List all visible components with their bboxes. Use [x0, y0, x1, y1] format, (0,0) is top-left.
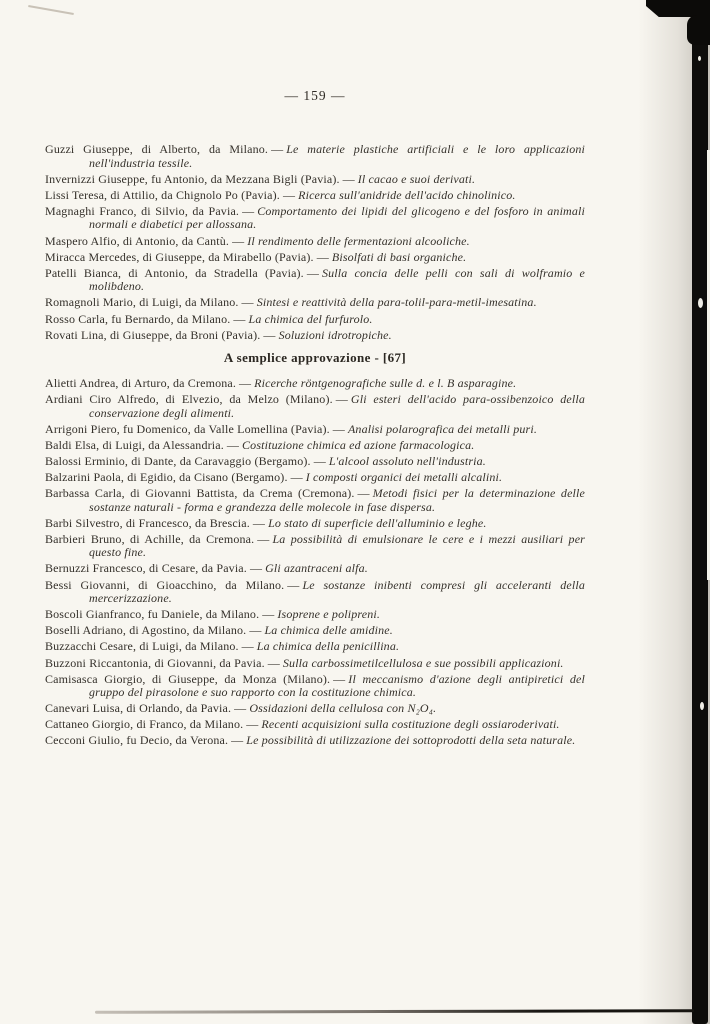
entry-dash: — — [342, 171, 355, 186]
entry-candidate-name: Miracca Mercedes, di Giuseppe, da Mirabello (Pavia). — [45, 249, 314, 264]
thesis-entry — [45, 562, 585, 576]
entry-thesis-title: Il rendimento delle fermentazioni alcooliche. — [247, 233, 470, 248]
entry-thesis-title: Il meccanismo d'azione degli antipiretici del gruppo del pirasolone e suo rapporto con la costituzione chimica. — [89, 671, 585, 700]
entry-thesis-title: Costituzione chimica ed azione farmacologica. — [242, 437, 475, 452]
entry-dash: — — [262, 607, 275, 622]
entry-dash: — — [233, 311, 246, 326]
entry-candidate-name: Lissi Teresa, di Attilio, da Chignolo Po (Pavia). — [45, 187, 280, 202]
entry-candidate-name: Arrigoni Piero, fu Domenico, da Valle Lomellina (Pavia). — [45, 421, 330, 436]
thesis-entry — [45, 267, 585, 294]
entry-dash: — — [271, 142, 284, 156]
entry-thesis-title: Comportamento dei lipidi del glicogeno e del fosforo in animali normali e diabetici per allossana. — [89, 203, 585, 232]
thesis-entry — [45, 718, 585, 732]
entry-candidate-name: Barbi Silvestro, di Francesco, da Brescia. — [45, 515, 250, 530]
entry-candidate-name: Maspero Alfio, di Antonio, da Cantù. — [45, 233, 230, 248]
thesis-entry — [45, 624, 585, 638]
scan-speck — [698, 298, 703, 308]
entry-thesis-title: Le materie plastiche artificiali e le loro applicazioni nell'industria tessile. — [89, 142, 585, 170]
entry-dash: — — [357, 485, 370, 500]
thesis-entry — [45, 173, 585, 187]
thesis-entry — [45, 734, 585, 748]
scan-edge-blob — [687, 15, 710, 45]
entry-list-simple-approval — [45, 377, 585, 748]
entry-candidate-name: Barbieri Bruno, di Achille, da Cremona. — [45, 531, 255, 546]
scan-scratch-mark — [28, 5, 74, 15]
thesis-entry — [45, 487, 585, 514]
page-number: — 159 — — [284, 88, 346, 103]
entry-thesis-title: Soluzioni idrotropiche. — [278, 327, 392, 342]
entry-thesis-title: Ricerca sull'anidride dell'acido chinolinico. — [298, 187, 516, 202]
thesis-entry — [45, 296, 585, 310]
entry-dash: — — [249, 561, 263, 576]
entry-thesis-title: La chimica della penicillina. — [256, 639, 400, 654]
thesis-entry — [45, 657, 585, 671]
entry-dash: — — [246, 717, 259, 732]
entry-thesis-title: Sulla concia delle pelli con sali di wolframio e molibdeno. — [89, 265, 585, 294]
entry-dash: — — [287, 577, 300, 592]
entry-candidate-name: Rovati Lina, di Giuseppe, da Broni (Pavia). — [45, 327, 261, 342]
thesis-entry — [45, 439, 585, 453]
entry-thesis-title: Le possibilità di utilizzazione dei sottoprodotti della seta naturale. — [246, 733, 576, 748]
entry-thesis-title: Bisolfati di basi organiche. — [331, 249, 467, 264]
entry-dash: — — [333, 671, 346, 686]
entry-candidate-name: Ardiani Ciro Alfredo, di Elvezio, da Melzo (Milano). — [45, 391, 333, 406]
scan-speck — [698, 56, 701, 61]
entry-dash: — — [316, 249, 329, 264]
thesis-entry — [45, 640, 585, 654]
entry-candidate-name: Camisasca Giorgio, di Giuseppe, da Monza (Milano). — [45, 671, 331, 686]
entry-candidate-name: Cattaneo Giorgio, di Franco, da Milano. — [45, 717, 244, 732]
thesis-entry — [45, 189, 585, 203]
entry-candidate-name: Rosso Carla, fu Bernardo, da Milano. — [45, 311, 231, 326]
thesis-entry — [45, 377, 585, 391]
entry-thesis-title: Il cacao e suoi derivati. — [357, 171, 476, 186]
entry-thesis-title: Gli esteri dell'acido para-ossibenzoico della conservazione degli alimenti. — [89, 391, 585, 420]
thesis-entry — [45, 579, 585, 606]
entry-dash: — — [332, 421, 345, 436]
entry-candidate-name: Balzarini Paola, di Egidio, da Cisano (Bergamo). — [45, 469, 288, 484]
entry-thesis-title: Isoprene e polipreni. — [277, 607, 380, 622]
thesis-entry — [45, 235, 585, 249]
entry-dash: — — [234, 701, 247, 716]
entry-candidate-name: Bernuzzi Francesco, di Cesare, da Pavia. — [45, 561, 247, 576]
entry-thesis-title: Sintesi e reattività della para-tolil-para-metil-imesatina. — [256, 295, 537, 310]
thesis-entry — [45, 455, 585, 469]
entry-thesis-title: Analisi polarografica dei metalli puri. — [347, 421, 538, 436]
entry-thesis-title: I composti organici dei metalli alcalini. — [305, 469, 503, 484]
entry-candidate-name: Buzzoni Riccantonia, di Giovanni, da Pavia. — [45, 655, 265, 670]
entry-dash: — — [232, 233, 245, 248]
entry-candidate-name: Boselli Adriano, di Agostino, da Milano. — [45, 623, 247, 638]
entry-dash: — — [306, 265, 319, 280]
text-block — [45, 143, 585, 751]
entry-thesis-title: Metodi fisici per la determinazione delle sostanze naturali - forma e grandezza delle molecole in fase dispersa. — [89, 485, 585, 514]
entry-candidate-name: Boscoli Gianfranco, fu Daniele, da Milano. — [45, 607, 260, 622]
entry-list-approved — [45, 143, 585, 342]
entry-thesis-title: Le sostanze inibenti compresi gli acceleranti della mercerizzazione. — [89, 577, 585, 606]
entry-thesis-title: La possibilità di emulsionare le cere e i mezzi ausiliari per questo fine. — [89, 531, 585, 560]
thesis-entry — [45, 471, 585, 485]
entry-thesis-title: Recenti acquisizioni sulla costituzione degli ossiaroderivati. — [261, 717, 560, 732]
entry-dash: — — [226, 437, 240, 452]
entry-candidate-name: Alietti Andrea, di Arturo, da Cremona. — [45, 375, 236, 390]
entry-dash: — — [252, 515, 266, 530]
thesis-entry — [45, 673, 585, 700]
entry-dash: — — [335, 391, 348, 406]
entry-dash: — — [313, 453, 326, 468]
thesis-entry — [45, 329, 585, 343]
entry-candidate-name: Balossi Erminio, di Dante, da Caravaggio (Bergamo). — [45, 453, 311, 468]
entry-thesis-title: La chimica del furfurolo. — [248, 311, 373, 326]
thesis-entry — [45, 702, 585, 716]
entry-candidate-name: Invernizzi Giuseppe, fu Antonio, da Mezzana Bigli (Pavia). — [45, 171, 340, 186]
entry-dash: — — [241, 295, 254, 310]
entry-thesis-title: Ricerche röntgenografiche sulle d. e l. B asparagine. — [254, 375, 517, 390]
entry-candidate-name: Cecconi Giulio, fu Decio, da Verona. — [45, 733, 229, 748]
entry-candidate-name: Bessi Giovanni, di Gioacchino, da Milano. — [45, 577, 285, 592]
entry-candidate-name: Patelli Bianca, di Antonio, da Stradella (Pavia). — [45, 265, 304, 280]
entry-thesis-title: L'alcool assoluto nell'industria. — [328, 453, 486, 468]
thesis-entry — [45, 205, 585, 232]
scan-speck — [700, 702, 704, 710]
entry-dash: — — [282, 187, 296, 202]
thesis-entry — [45, 143, 585, 170]
entry-candidate-name: Baldi Elsa, di Luigi, da Alessandria. — [45, 437, 224, 452]
thesis-entry — [45, 313, 585, 327]
entry-thesis-title: Lo stato di superficie dell'alluminio e leghe. — [268, 515, 487, 530]
thesis-entry — [45, 517, 585, 531]
thesis-entry — [45, 533, 585, 560]
entry-dash: — — [263, 327, 276, 342]
entry-dash: — — [249, 623, 262, 638]
entry-thesis-title: Ossidazioni della cellulosa con N₂O₄. — [249, 701, 437, 716]
entry-dash: — — [257, 531, 270, 546]
entry-dash: — — [242, 203, 255, 218]
thesis-entry — [45, 251, 585, 265]
entry-dash: — — [241, 639, 254, 654]
entry-candidate-name: Canevari Luisa, di Orlando, da Pavia. — [45, 701, 232, 716]
entry-candidate-name: Romagnoli Mario, di Luigi, da Milano. — [45, 295, 239, 310]
scan-edge-bottom-line — [95, 1009, 694, 1014]
entry-dash: — — [231, 733, 244, 748]
entry-dash: — — [290, 469, 303, 484]
entry-candidate-name: Barbassa Carla, di Giovanni Battista, da Crema (Cremona). — [45, 485, 355, 500]
scan-edge-right-strip — [692, 0, 708, 1024]
entry-thesis-title: Gli azantraceni alfa. — [265, 561, 368, 576]
entry-thesis-title: Sulla carbossimetilcellulosa e sue possibili applicazioni. — [282, 655, 564, 670]
entry-thesis-title: La chimica delle amidine. — [264, 623, 393, 638]
entry-candidate-name: Buzzacchi Cesare, di Luigi, da Milano. — [45, 639, 239, 654]
entry-dash: — — [267, 655, 280, 670]
thesis-entry — [45, 608, 585, 622]
entry-candidate-name: Magnaghi Franco, di Silvio, da Pavia. — [45, 203, 240, 218]
entry-candidate-name: Guzzi Giuseppe, di Alberto, da Milano. — [45, 142, 269, 156]
entry-dash: — — [239, 375, 252, 390]
section-heading: A semplice approvazione - [67] — [223, 350, 407, 366]
thesis-entry — [45, 423, 585, 437]
thesis-entry — [45, 393, 585, 420]
